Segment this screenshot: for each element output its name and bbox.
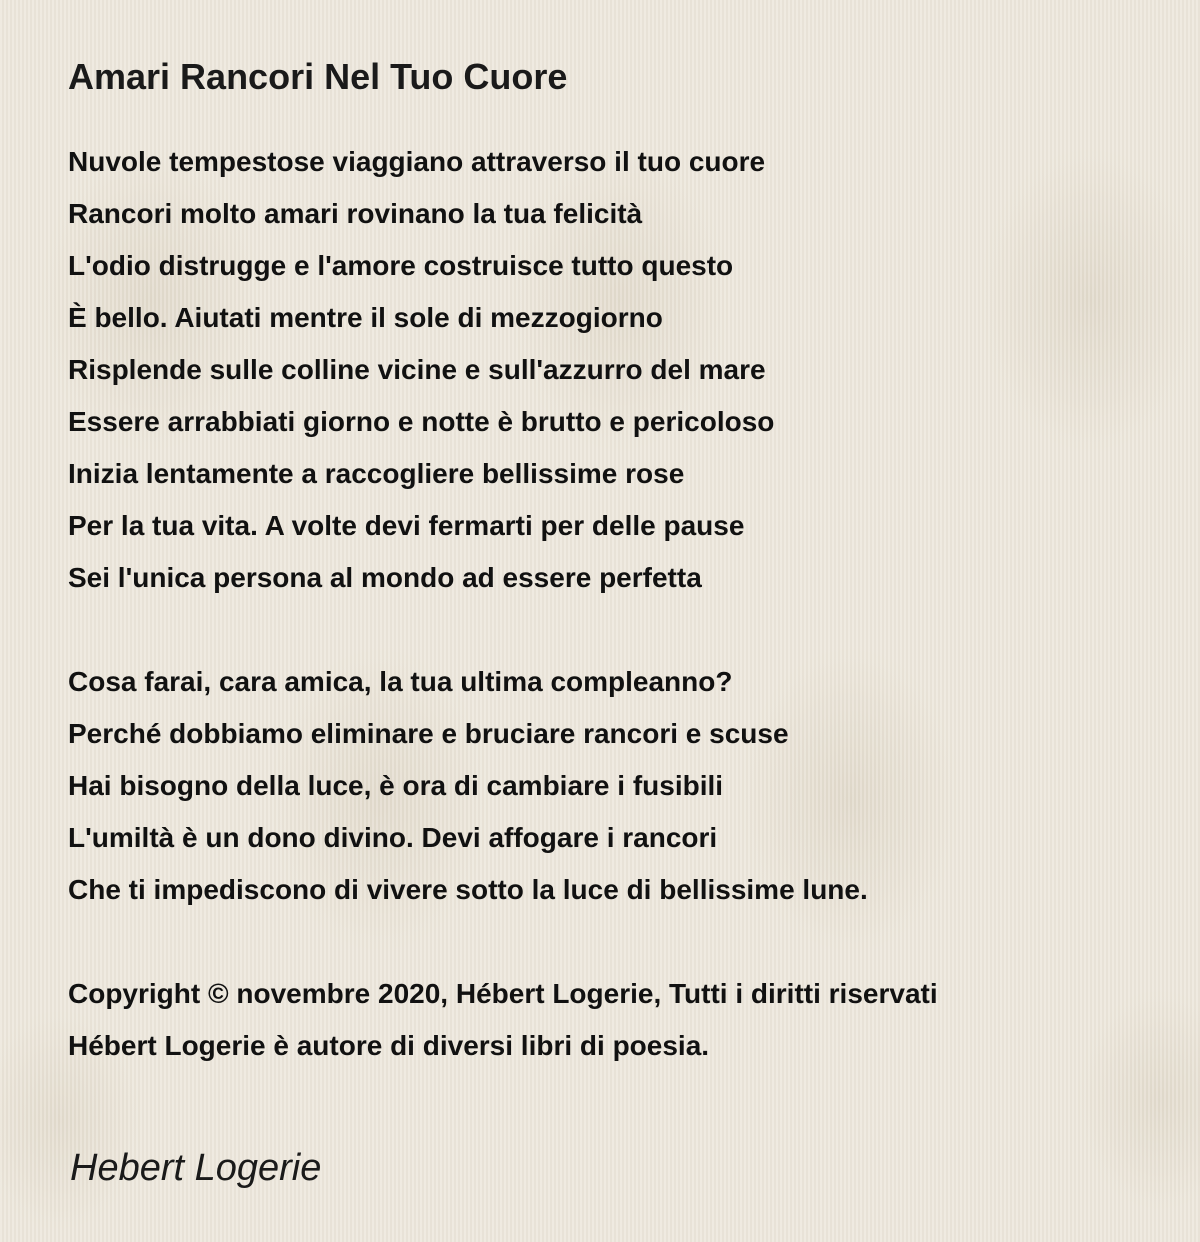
poem-line: Che ti impediscono di vivere sotto la luce di bellissime lune. [68, 874, 868, 905]
poem-line: Cosa farai, cara amica, la tua ultima compleanno? [68, 666, 733, 697]
poem-title: Amari Rancori Nel Tuo Cuore [68, 56, 568, 97]
poem-line: Rancori molto amari rovinano la tua felicità [68, 198, 643, 229]
poem-line: Inizia lentamente a raccogliere bellissime rose [68, 458, 685, 489]
poem-line: Per la tua vita. A volte devi fermarti per delle pause [68, 510, 745, 541]
poem-line: Hai bisogno della luce, è ora di cambiare i fusibili [68, 770, 724, 801]
copyright-line: Copyright © novembre 2020, Hébert Logerie, Tutti i diritti riservati [68, 978, 938, 1009]
author-signature: Hebert Logerie [70, 1147, 322, 1189]
poem-line: È bello. Aiutati mentre il sole di mezzogiorno [68, 302, 663, 333]
poem-line: Sei l'unica persona al mondo ad essere perfetta [68, 562, 702, 593]
poem-line: Essere arrabbiati giorno e notte è brutto e pericoloso [68, 406, 775, 437]
stanza-1 [68, 136, 1178, 604]
stanza-divider [68, 916, 1178, 968]
author-note: Hébert Logerie è autore di diversi libri di poesia. [68, 1030, 710, 1061]
poem-card [68, 52, 1178, 1072]
copyright-block [68, 968, 1178, 1072]
poem-line: L'odio distrugge e l'amore costruisce tutto questo [68, 250, 734, 281]
poem-line: Nuvole tempestose viaggiano attraverso il tuo cuore [68, 146, 766, 177]
poem-line: Perché dobbiamo eliminare e bruciare rancori e scuse [68, 718, 789, 749]
stanza-divider [68, 604, 1178, 656]
poem-body [68, 136, 1178, 1072]
poem-line: L'umiltà è un dono divino. Devi affogare i rancori [68, 822, 718, 853]
stanza-2 [68, 656, 1178, 916]
poem-line: Risplende sulle colline vicine e sull'azzurro del mare [68, 354, 766, 385]
